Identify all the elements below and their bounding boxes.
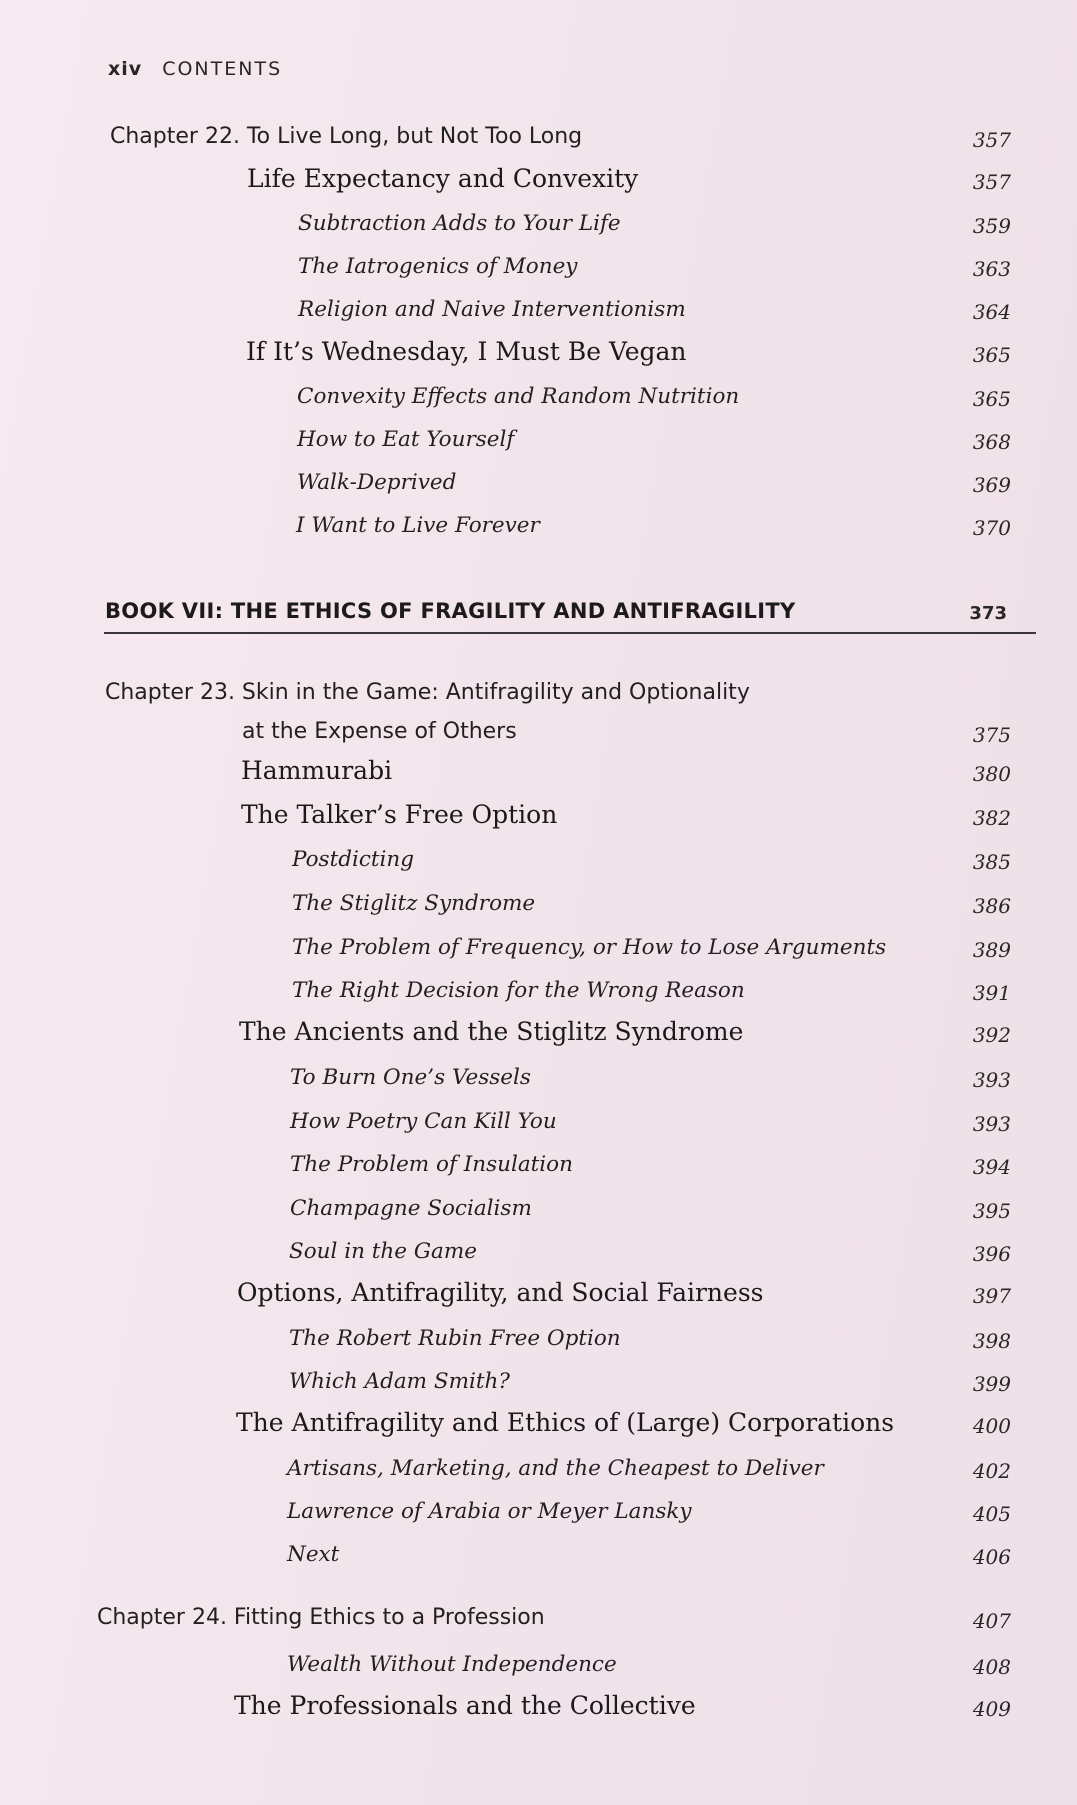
toc-entry xyxy=(0,1645,1077,1683)
toc-entry xyxy=(0,796,1077,834)
toc-entry xyxy=(0,1013,1077,1051)
entry-title: The Professionals and the Collective xyxy=(234,1691,696,1720)
entry-title: The Robert Rubin Free Option xyxy=(289,1326,621,1351)
entry-title: The Ancients and the Stiglitz Syndrome xyxy=(239,1017,744,1046)
toc-entry xyxy=(0,1319,1077,1357)
entry-title: Which Adam Smith? xyxy=(289,1369,510,1394)
entry-page: 395 xyxy=(972,1199,1011,1223)
entry-title: Religion and Naive Interventionism xyxy=(298,297,686,322)
entry-page: 365 xyxy=(972,343,1011,367)
toc-entry xyxy=(0,971,1077,1009)
running-header xyxy=(108,58,282,80)
toc-entry xyxy=(0,506,1077,544)
entry-title: The Talker’s Free Option xyxy=(241,800,558,829)
entry-title: Artisans, Marketing, and the Cheapest to Deliver xyxy=(287,1456,824,1481)
entry-page: 357 xyxy=(972,128,1011,152)
toc-entry xyxy=(0,1362,1077,1400)
entry-page: 400 xyxy=(972,1414,1011,1438)
toc-entry xyxy=(0,1687,1077,1725)
entry-title: Convexity Effects and Random Nutrition xyxy=(297,384,740,409)
toc-entry xyxy=(0,1535,1077,1573)
entry-page: 409 xyxy=(972,1697,1011,1721)
toc-entry xyxy=(0,1404,1077,1442)
book-title: BOOK VII: THE ETHICS OF FRAGILITY AND ANTIFRAGILITY xyxy=(105,599,796,623)
toc-entry xyxy=(0,463,1077,501)
entry-page: 396 xyxy=(972,1242,1011,1266)
entry-title: The Right Decision for the Wrong Reason xyxy=(292,978,745,1003)
entry-page: 359 xyxy=(972,214,1011,238)
entry-title: The Antifragility and Ethics of (Large) Corporations xyxy=(236,1408,895,1437)
toc-entry xyxy=(0,377,1077,415)
entry-page: 364 xyxy=(972,300,1011,324)
entry-page: 406 xyxy=(972,1545,1011,1569)
entry-page: 370 xyxy=(972,516,1011,540)
toc-entry xyxy=(0,1102,1077,1140)
book-rule xyxy=(104,632,1036,634)
entry-title: The Iatrogenics of Money xyxy=(298,254,578,279)
toc-entry xyxy=(0,118,1077,156)
entry-title: Champagne Socialism xyxy=(290,1196,532,1221)
toc-entry xyxy=(0,160,1077,198)
entry-page: 380 xyxy=(972,762,1011,786)
entry-title: How to Eat Yourself xyxy=(297,427,515,452)
entry-page: 392 xyxy=(972,1023,1011,1047)
toc-entry xyxy=(0,840,1077,878)
entry-title: Subtraction Adds to Your Life xyxy=(298,211,621,236)
entry-page: 398 xyxy=(972,1329,1011,1353)
toc-entry xyxy=(0,884,1077,922)
toc-entry xyxy=(0,290,1077,328)
entry-page: 373 xyxy=(969,603,1007,624)
toc-entry xyxy=(0,752,1077,790)
entry-page: 357 xyxy=(972,170,1011,194)
entry-page: 369 xyxy=(972,473,1011,497)
toc-entry xyxy=(0,247,1077,285)
entry-title: Next xyxy=(287,1542,340,1567)
entry-page: 393 xyxy=(972,1112,1011,1136)
entry-page: 389 xyxy=(972,938,1011,962)
entry-page: 402 xyxy=(972,1459,1011,1483)
toc-entry xyxy=(0,1189,1077,1227)
entry-title: at the Expense of Others xyxy=(242,719,517,744)
entry-title: Chapter 23. Skin in the Game: Antifragility and Optionality xyxy=(105,680,750,705)
toc-entry xyxy=(0,713,1077,751)
toc-entry xyxy=(0,1599,1077,1637)
entry-title: Walk-Deprived xyxy=(297,470,457,495)
entry-page: 405 xyxy=(972,1502,1011,1526)
toc-entry xyxy=(0,1274,1077,1312)
entry-title: I Want to Live Forever xyxy=(296,513,540,538)
entry-page: 399 xyxy=(972,1372,1011,1396)
entry-title: Life Expectancy and Convexity xyxy=(247,164,639,193)
entry-title: The Problem of Insulation xyxy=(290,1152,573,1177)
entry-page: 393 xyxy=(972,1068,1011,1092)
entry-page: 397 xyxy=(972,1284,1011,1308)
entry-page: 382 xyxy=(972,806,1011,830)
entry-title: Chapter 24. Fitting Ethics to a Profession xyxy=(97,1605,545,1630)
entry-page: 368 xyxy=(972,430,1011,454)
entry-page: 363 xyxy=(972,257,1011,281)
entry-page: 365 xyxy=(972,387,1011,411)
entry-page: 386 xyxy=(972,894,1011,918)
entry-page: 391 xyxy=(972,981,1011,1005)
entry-title: To Burn One’s Vessels xyxy=(290,1065,531,1090)
toc-entry xyxy=(0,1492,1077,1530)
entry-page: 375 xyxy=(972,723,1011,747)
toc-entry xyxy=(0,204,1077,242)
entry-title: Hammurabi xyxy=(241,756,393,785)
entry-title: The Stiglitz Syndrome xyxy=(292,891,536,916)
entry-title: Soul in the Game xyxy=(289,1239,477,1264)
entry-title: Postdicting xyxy=(292,847,415,872)
entry-title: If It’s Wednesday, I Must Be Vegan xyxy=(246,337,687,366)
toc-entry xyxy=(0,1145,1077,1183)
entry-title: Wealth Without Independence xyxy=(287,1652,617,1677)
toc-entry xyxy=(0,674,1077,712)
header-title: CONTENTS xyxy=(162,58,283,80)
entry-page: 407 xyxy=(972,1609,1011,1633)
entry-title: The Problem of Frequency, or How to Lose Arguments xyxy=(292,935,887,960)
entry-page: 385 xyxy=(972,850,1011,874)
entry-title: Lawrence of Arabia or Meyer Lansky xyxy=(287,1499,692,1524)
toc-entry xyxy=(0,928,1077,966)
entry-title: Chapter 22. To Live Long, but Not Too Long xyxy=(110,124,583,149)
entry-title: Options, Antifragility, and Social Fairness xyxy=(237,1278,764,1307)
entry-title: How Poetry Can Kill You xyxy=(290,1109,557,1134)
page-number: xiv xyxy=(108,58,143,80)
toc-entry xyxy=(0,1058,1077,1096)
toc-entry xyxy=(0,1449,1077,1487)
toc-entry xyxy=(0,420,1077,458)
entry-page: 408 xyxy=(972,1655,1011,1679)
entry-page: 394 xyxy=(972,1155,1011,1179)
toc-entry xyxy=(0,1232,1077,1270)
toc-entry xyxy=(0,333,1077,371)
book-heading xyxy=(0,593,1077,631)
